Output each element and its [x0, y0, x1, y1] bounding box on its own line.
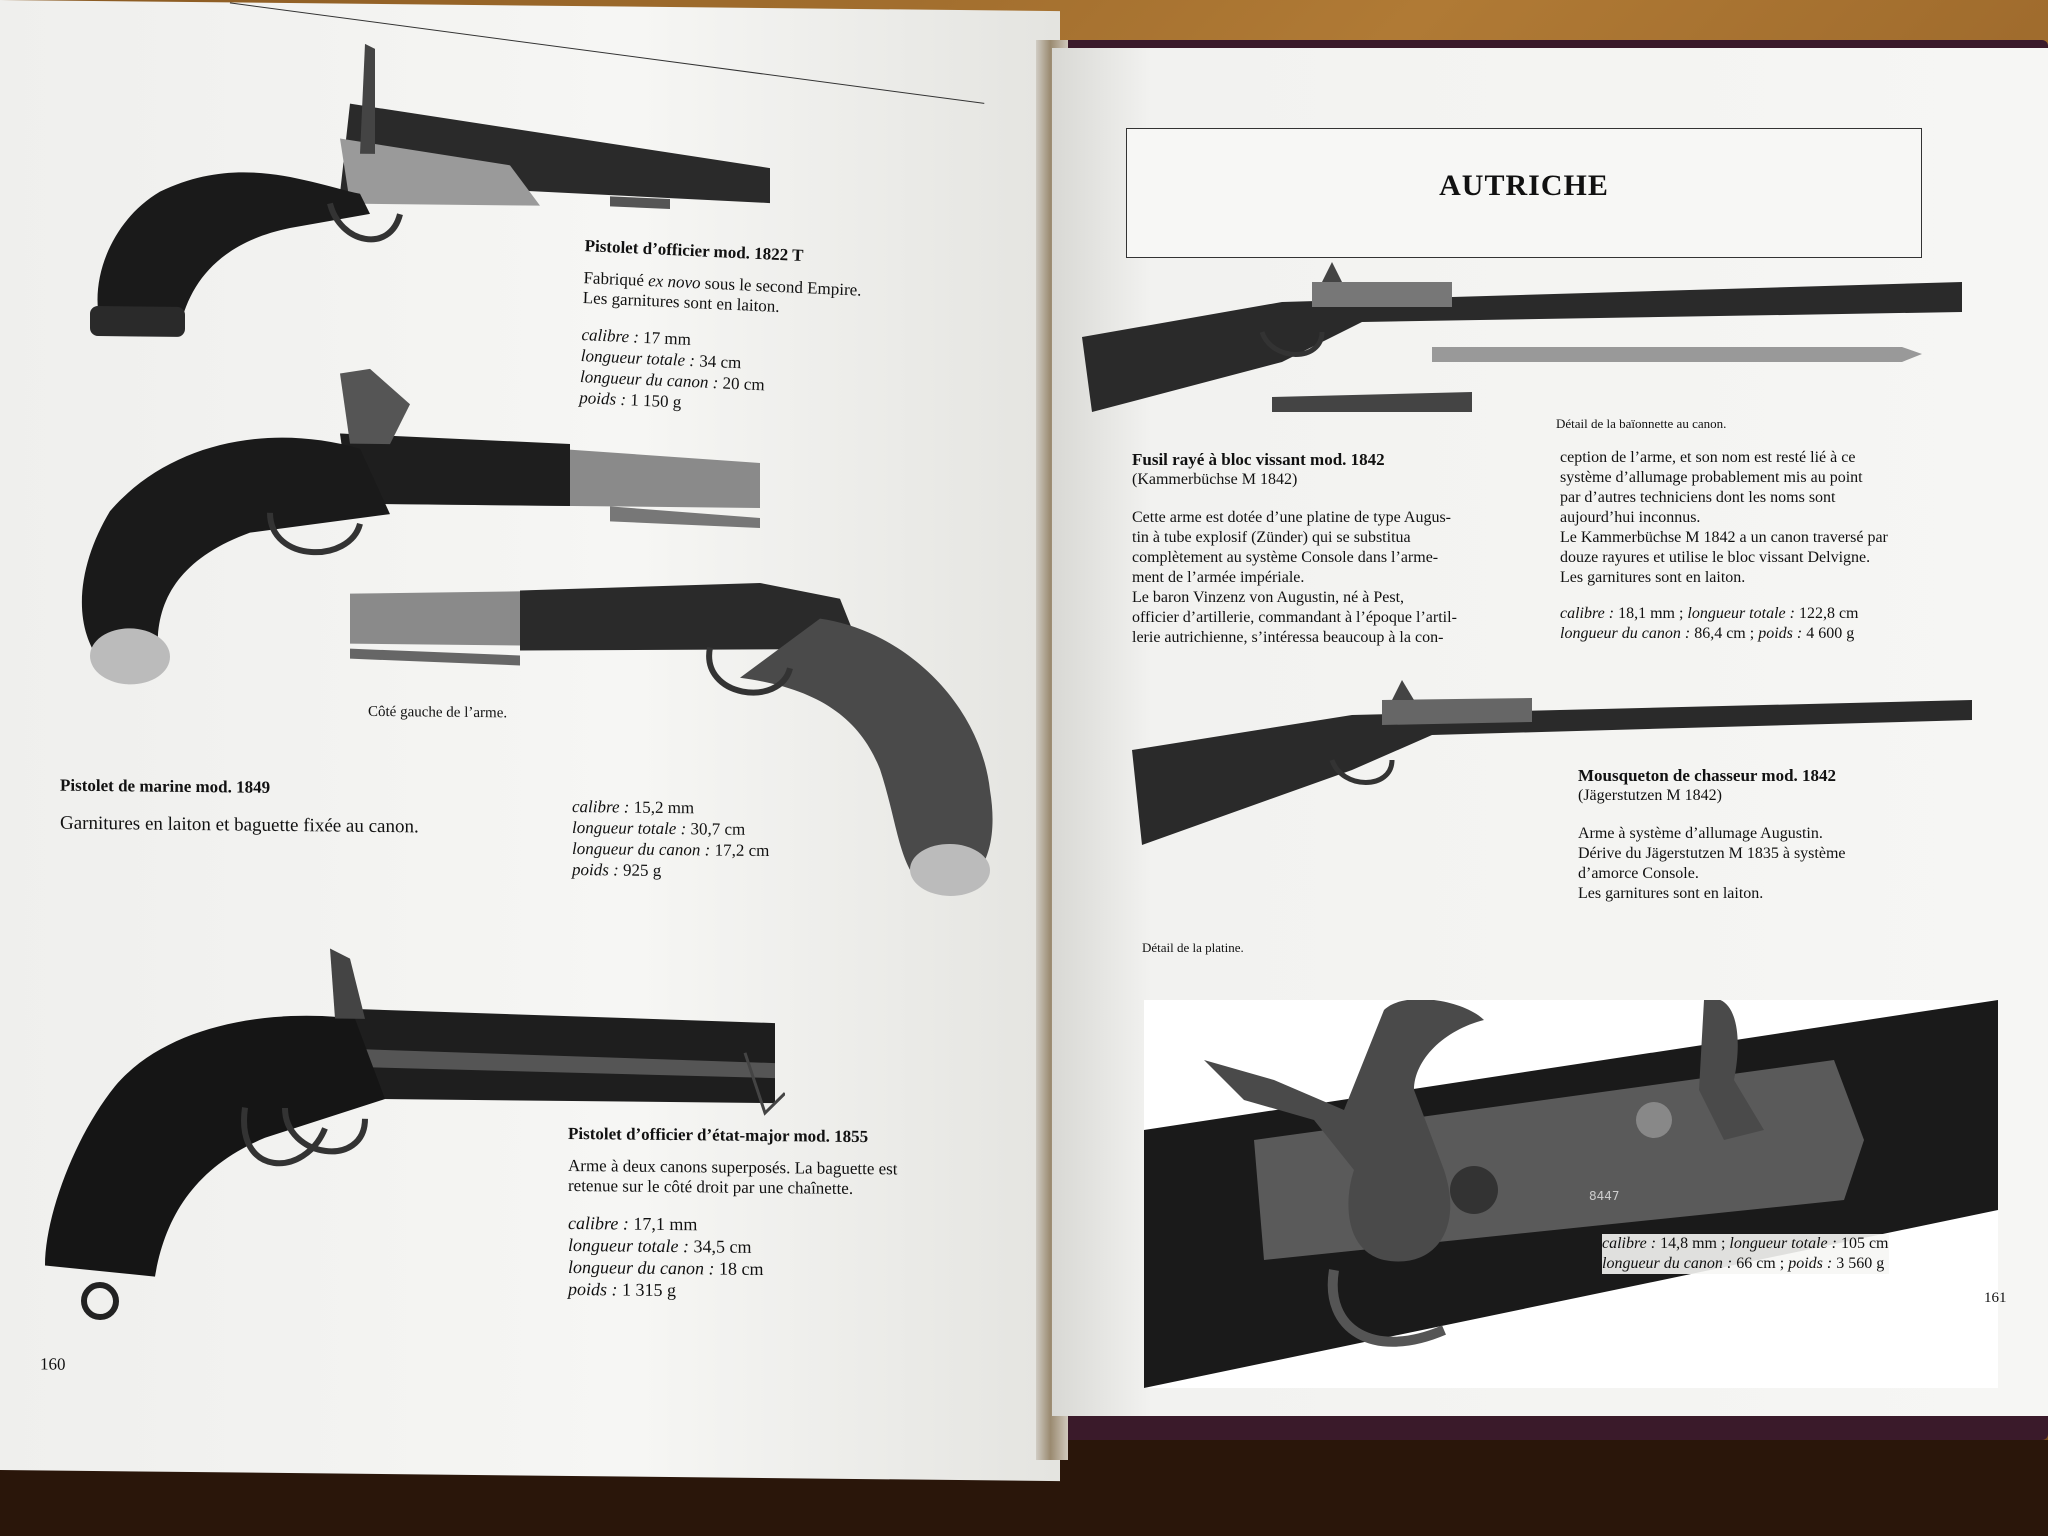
spec-line	[572, 859, 769, 882]
lock-stamp: 8447	[1589, 1189, 1620, 1203]
spec-value: 1 315 g	[617, 1279, 676, 1301]
spec-label: poids :	[572, 859, 619, 880]
spec-line	[572, 838, 769, 861]
spec-label: longueur du canon :	[572, 838, 711, 860]
section-title-box	[1126, 128, 1922, 258]
r-item1-title: Fusil rayé à bloc vissant mod. 1842	[1132, 450, 1385, 469]
spec-value: 17 mm	[638, 327, 692, 349]
text-line: ment de l’armée impériale.	[1132, 569, 1305, 586]
kammerbuchse-caption	[1132, 450, 1540, 648]
spec-line	[572, 817, 769, 840]
text-line: aujourd’hui inconnus.	[1560, 509, 1701, 526]
spec-value: 122,8 cm	[1794, 605, 1859, 622]
spec-value: 15,2 mm	[629, 797, 695, 818]
spec-value: 14,8 mm ;	[1656, 1235, 1730, 1252]
item1-desc	[582, 268, 861, 321]
spec-value: 3 560 g	[1832, 1255, 1885, 1272]
spec-value: 18,1 mm ;	[1614, 605, 1688, 622]
item1-desc-a: Fabriqué	[583, 268, 649, 291]
item3-desc1: Arme à deux canons superposés. La baguette est	[568, 1155, 898, 1179]
spec-label: longueur totale :	[1729, 1235, 1837, 1252]
kammerbuchse-rifle-image	[1082, 262, 1962, 427]
spec-label: poids :	[1758, 625, 1803, 642]
spec-label: longueur du canon :	[1602, 1255, 1733, 1272]
spec-line	[568, 1278, 898, 1303]
spec-value: 925 g	[618, 860, 662, 880]
spec-label: poids :	[568, 1278, 618, 1300]
item3-specs	[568, 1212, 898, 1303]
spec-value: 34,5 cm	[688, 1236, 752, 1257]
text-line: Le baron Vinzenz von Augustin, né à Pest,	[1132, 589, 1405, 606]
spec-label: longueur totale :	[572, 817, 687, 839]
item2-title: Pistolet de marine mod. 1849	[60, 775, 271, 797]
text-line: par d’autres techniciens dont les noms sont	[1560, 489, 1836, 506]
spec-label: longueur du canon :	[579, 366, 719, 393]
r-item1-col1	[1132, 508, 1540, 648]
item1-desc-em: ex novo	[647, 271, 701, 293]
item1-desc-b: sous le second Empire.	[700, 273, 862, 300]
text-line: complètement au système Console dans l’arme-	[1132, 549, 1439, 566]
text-line: officier d’artillerie, commandant à l’époque l’artil-	[1132, 609, 1457, 626]
section-title: AUTRICHE	[1439, 169, 1609, 202]
spec-value: 17,1 mm	[628, 1213, 698, 1235]
lock-caption: Détail de la platine.	[1142, 940, 1244, 955]
spec-label: longueur du canon :	[568, 1256, 715, 1279]
item3-desc2: retenue sur le côté droit par une chaînette.	[568, 1175, 854, 1198]
spec-label: longueur totale :	[580, 346, 696, 371]
spec-label: calibre :	[1560, 605, 1615, 622]
item2-desc: Garnitures en laiton et baguette fixée au canon.	[60, 812, 419, 838]
page-number-left: 160	[40, 1354, 66, 1374]
text-line: Le Kammerbüchse M 1842 a un canon traversé par	[1560, 529, 1888, 546]
spec-label: calibre :	[572, 796, 630, 817]
spec-value: 18 cm	[714, 1258, 764, 1279]
lock-detail-photo-area	[1144, 1000, 1998, 1388]
spec-label: poids :	[579, 387, 627, 410]
text-line: Les garnitures sont en laiton.	[1578, 885, 1764, 902]
left-side-caption: Côté gauche de l’arme.	[368, 703, 508, 722]
lock-specs	[1602, 1234, 1889, 1274]
spec-line	[1560, 604, 1945, 624]
spec-value: 105 cm	[1836, 1235, 1889, 1252]
pistol-1855-caption	[568, 1124, 898, 1303]
item1-desc2: Les garnitures sont en laiton.	[582, 288, 780, 316]
item3-desc	[568, 1156, 898, 1199]
kammerbuchse-col2	[1560, 448, 1945, 644]
spec-label: longueur totale :	[568, 1234, 689, 1257]
spec-value: 30,7 cm	[686, 819, 746, 839]
spec-value: 34 cm	[694, 351, 742, 373]
text-line: Arme à système d’allumage Augustin.	[1578, 825, 1823, 842]
text-line: lerie autrichienne, s’intéressa beaucoup à la con-	[1132, 629, 1444, 646]
r-item2-title: Mousqueton de chasseur mod. 1842	[1578, 766, 1837, 785]
spec-value: 86,4 cm ;	[1690, 625, 1759, 642]
spec-label: calibre :	[568, 1212, 629, 1234]
spec-value: 4 600 g	[1802, 625, 1855, 642]
spec-line	[572, 796, 769, 819]
spec-value: 20 cm	[718, 373, 765, 395]
spec-label: calibre :	[581, 325, 640, 347]
page-number-right: 161	[1984, 1290, 2007, 1306]
item2-specs	[572, 796, 769, 882]
spec-label: poids :	[1788, 1255, 1833, 1272]
text-line: Dérive du Jägerstutzen M 1835 à système	[1578, 845, 1846, 862]
r-item1-specs	[1560, 604, 1945, 644]
left-page	[0, 0, 1060, 1481]
text-line: d’amorce Console.	[1578, 865, 1699, 882]
r-item1-subtitle: (Kammerbüchse M 1842)	[1132, 471, 1298, 488]
item3-title: Pistolet d’officier d’état-major mod. 1855	[568, 1123, 869, 1147]
r-item2-subtitle: (Jägerstutzen M 1842)	[1578, 787, 1722, 804]
lock-detail-image	[1144, 1000, 1998, 1388]
text-line: douze rayures et utilise le bloc vissant Delvigne.	[1560, 549, 1871, 566]
spec-value: 17,2 cm	[710, 840, 770, 861]
spec-label: calibre :	[1602, 1235, 1657, 1252]
text-line: ception de l’arme, et son nom est resté lié à ce	[1560, 449, 1856, 466]
text-line: Cette arme est dotée d’une platine de type Augus-	[1132, 509, 1452, 526]
spec-value: 1 150 g	[625, 390, 682, 412]
pistol-1849-caption	[60, 776, 419, 838]
text-line: Les garnitures sont en laiton.	[1560, 569, 1746, 586]
text-line: tin à tube explosif (Zünder) qui se substitua	[1132, 529, 1411, 546]
text-line: système d’allumage probablement mis au point	[1560, 469, 1863, 486]
r-item2-desc	[1578, 824, 1978, 904]
spec-line	[1602, 1254, 1889, 1274]
jagerstutzen-caption	[1578, 766, 1978, 904]
bayonet-caption: Détail de la baïonnette au canon.	[1556, 416, 1727, 431]
spec-value: 66 cm ;	[1732, 1255, 1789, 1272]
spec-label: longueur totale :	[1687, 605, 1795, 622]
spec-line	[1602, 1234, 1889, 1254]
spec-label: longueur du canon :	[1560, 625, 1691, 642]
spec-line	[1560, 624, 1945, 644]
item1-title: Pistolet d’officier mod. 1822 T	[584, 236, 804, 266]
